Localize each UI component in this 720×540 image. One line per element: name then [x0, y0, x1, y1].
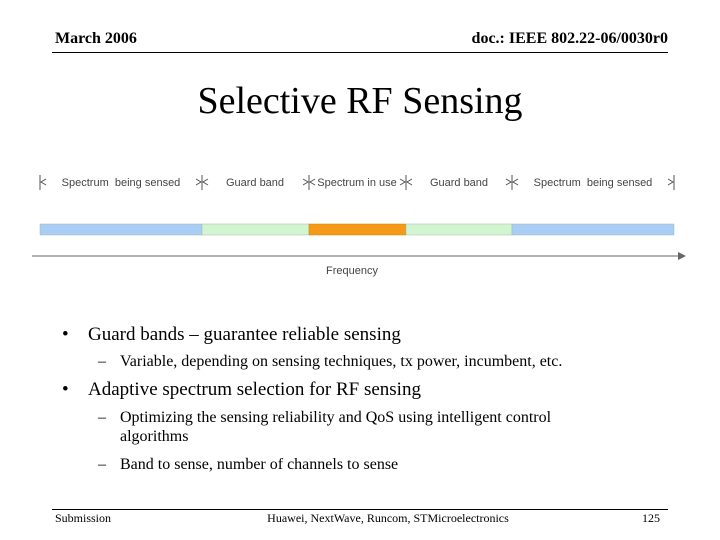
- bullet-text: Adaptive spectrum selection for RF sensing: [88, 379, 421, 400]
- sub-bullet-text: Variable, depending on sensing techniques, tx power, incumbent, etc.: [120, 353, 563, 370]
- slide-title: Selective RF Sensing: [197, 80, 523, 122]
- segment-label-guard-band-right: Guard band: [429, 177, 489, 189]
- segment-label-spectrum-sensed-left: Spectrum being sensed: [61, 177, 181, 189]
- bullet-marker: •: [62, 379, 69, 400]
- footer-page-number: 125: [642, 511, 660, 525]
- footer-submission: Submission: [55, 511, 112, 525]
- sub-bullet-marker: –: [98, 353, 106, 370]
- segment-label-spectrum-sensed-right: Spectrum being sensed: [533, 177, 653, 189]
- frequency-axis-label: Frequency: [326, 265, 378, 277]
- band-spectrum-sensed-right: [512, 224, 674, 235]
- frequency-axis-arrowhead: [678, 252, 686, 260]
- band-spectrum-in-use: [309, 224, 406, 235]
- sub-bullet-text: Band to sense, number of channels to sense: [120, 456, 399, 473]
- bullet-text: Guard bands – guarantee reliable sensing: [88, 324, 401, 345]
- footer-rule: [52, 509, 668, 510]
- band-guard-left: [202, 224, 309, 235]
- sub-bullet-text: Optimizing the sensing reliability and QoS using intelligent control algorithms: [120, 409, 552, 445]
- segment-label-guard-band-left: Guard band: [225, 177, 285, 189]
- band-guard-right: [406, 224, 512, 235]
- sub-bullet-marker: –: [98, 409, 106, 426]
- header-date: March 2006: [55, 30, 137, 47]
- footer-authors: Huawei, NextWave, Runcom, STMicroelectronics: [267, 511, 509, 525]
- header-doc-id: doc.: IEEE 802.22-06/0030r0: [471, 30, 668, 47]
- sub-bullet-marker: –: [98, 456, 106, 473]
- bullet-marker: •: [62, 324, 69, 345]
- segment-label-spectrum-in-use: Spectrum in use: [317, 177, 397, 189]
- band-spectrum-sensed-left: [40, 224, 202, 235]
